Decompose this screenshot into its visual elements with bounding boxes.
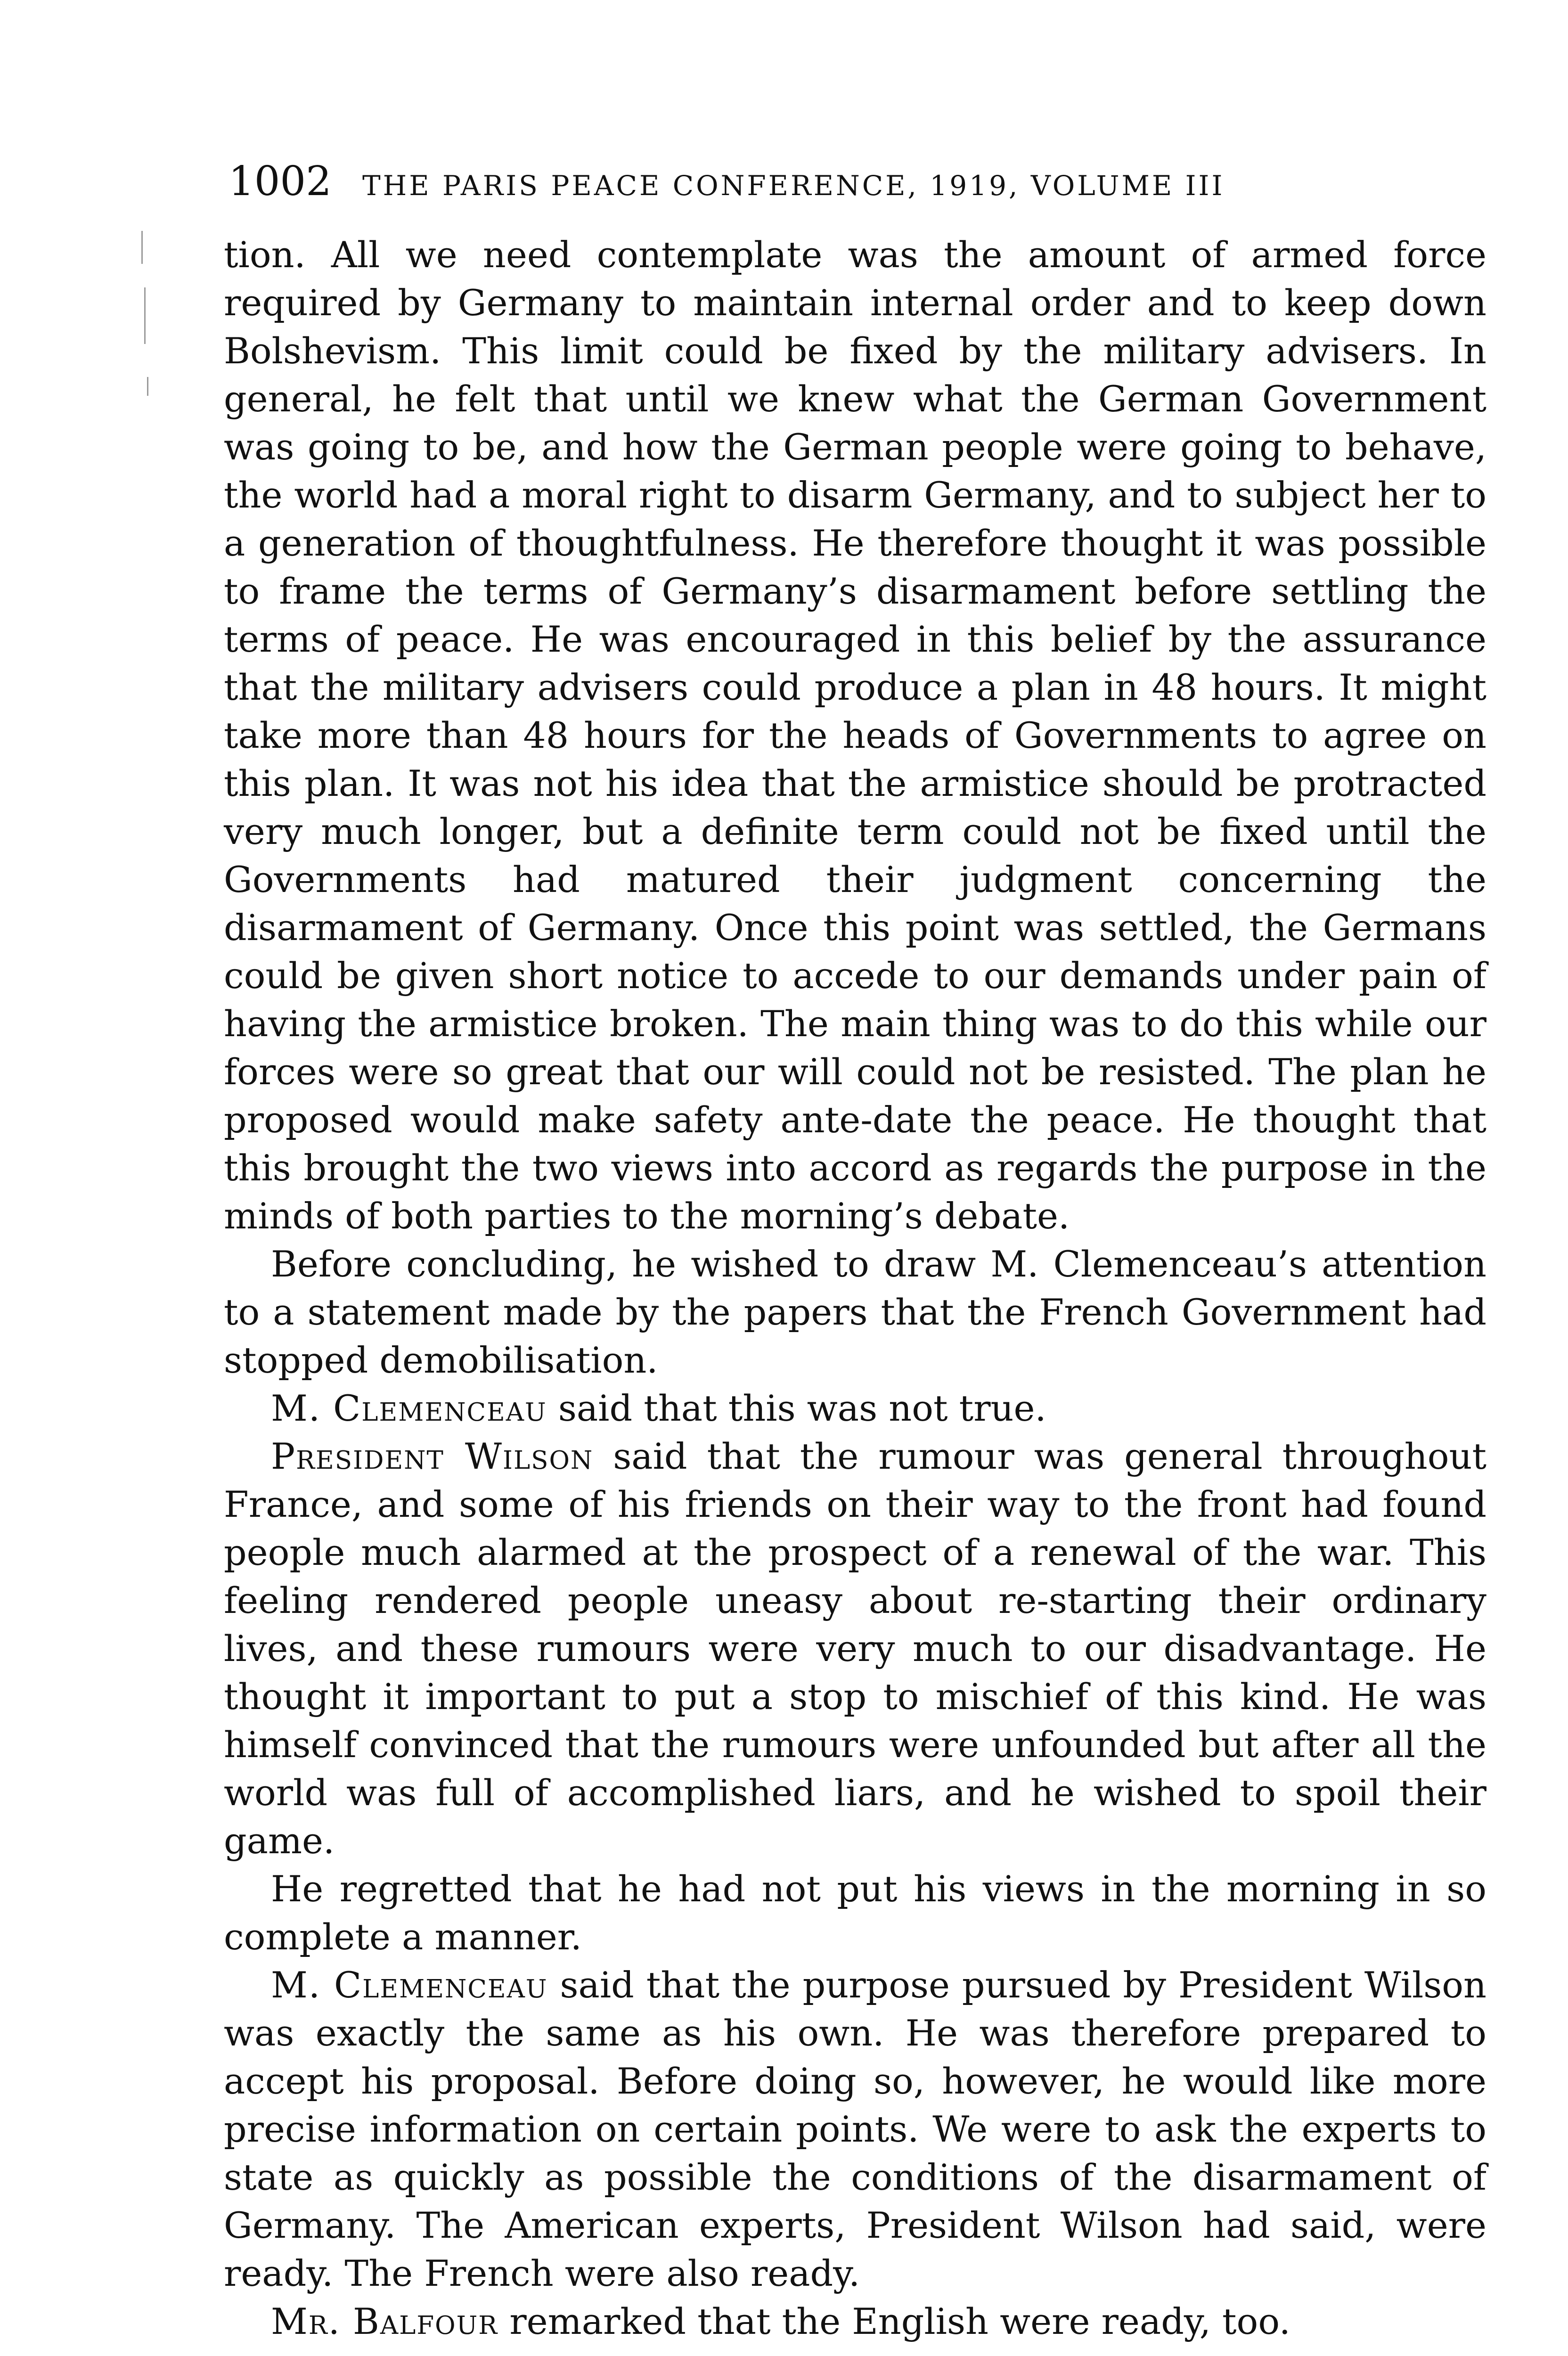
paragraph-text: said that this was not true. <box>547 1387 1046 1429</box>
paragraph-speech <box>224 1384 1486 1432</box>
speaker-name: Mr. Balfour <box>271 2300 498 2342</box>
speaker-name: M. Clemenceau <box>271 1387 547 1429</box>
paragraph-text: He regretted that he had not put his views in the morning in so complete a manner. <box>224 1868 1486 1958</box>
paragraph-text: said that the purpose pursued by President Wilson was exactly the same as his own. He was therefore prepared to accept his proposal. Before doing so, however, he would like more precise information on certain points. We were to ask the experts to state as quickly as possible the conditions of the disarmament of Germany. The American experts, President Wilson had said, were ready. The French were also ready. <box>224 1964 1486 2294</box>
margin-scratch-mark <box>147 377 148 396</box>
paragraph-speech <box>224 1432 1486 1865</box>
paragraph-continuation <box>224 231 1486 1240</box>
margin-scratch-mark <box>141 231 143 264</box>
speaker-name: President Wilson <box>271 1435 594 1477</box>
running-title: THE PARIS PEACE CONFERENCE, 1919, VOLUME III <box>362 170 1225 202</box>
body-text <box>224 231 1486 2346</box>
paragraph-speech <box>224 1961 1486 2298</box>
paragraph <box>224 1865 1486 1961</box>
page-number: 1002 <box>229 158 332 205</box>
speaker-name: M. Clemenceau <box>271 1964 548 2006</box>
paragraph-text: said that the rumour was general throughout France, and some of his friends on their way to the front had found people much alarmed at the prospect of a renewal of the war. This feeling rendered people uneasy about re-starting their ordinary lives, and these rumours were very much to our disadvantage. He thought it important to put a stop to mischief of this kind. He was himself convinced that the rumours were unfounded but after all the world was full of accomplished liars, and he wished to spoil their game. <box>224 1435 1486 1862</box>
margin-scratch-mark <box>144 287 146 344</box>
paragraph-text: Before concluding, he wished to draw M. Clemenceau’s attention to a statement made by the papers that the French Government had stopped demobilisation. <box>224 1243 1486 1381</box>
paragraph-text: tion. All we need contemplate was the amount of armed force required by Germany to maintain internal order and to keep down Bolshevism. This limit could be fixed by the military advisers. In general, he felt that until we knew what the German Government was going to be, and how the German people were going to behave, the world had a moral right to disarm Germany, and to subject her to a generation of thoughtfulness. He therefore thought it was possible to frame the terms of Germany’s disarmament before settling the terms of peace. He was encouraged in this belief by the assurance that the military advisers could produce a plan in 48 hours. It might take more than 48 hours for the heads of Governments to agree on this plan. It was not his idea that the armistice should be protracted very much longer, but a definite term could not be fixed until the Governments had matured their judgment concerning the disarmament of Germany. Once this point was settled, the Germans could be given short notice to accede to our demands under pain of having the armistice broken. The main thing was to do this while our forces were so great that our will could not be resisted. The plan he proposed would make safety ante-date the peace. He thought that this brought the two views into accord as regards the purpose in the minds of both parties to the morning’s debate. <box>224 234 1486 1237</box>
paragraph-speech <box>224 2298 1486 2346</box>
paragraph-text: remarked that the English were ready, too. <box>498 2300 1290 2342</box>
paragraph <box>224 1240 1486 1384</box>
page-header <box>229 155 1484 207</box>
